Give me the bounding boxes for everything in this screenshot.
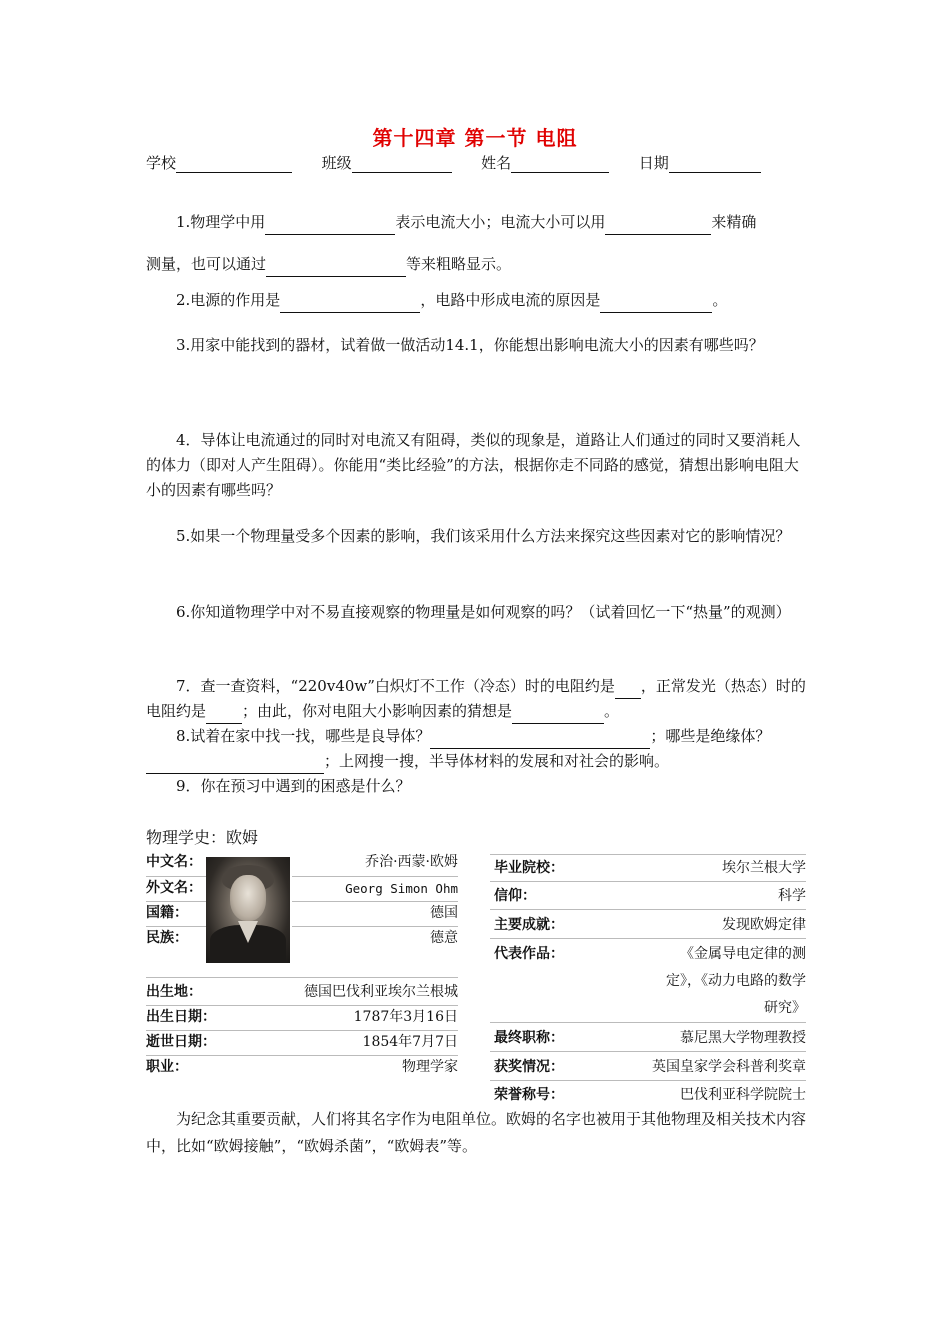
class-label: 班级: [321, 154, 352, 172]
student-info-line: [146, 152, 761, 173]
info-row-birthplace: 出生地： 德国巴伐利亚埃尔兰根城: [146, 984, 458, 1000]
q7-blank-2: [206, 709, 242, 724]
info-row-birth-date: 出生日期： 1787年3月16日: [146, 1009, 458, 1025]
question-9: 9．你在预习中遇到的困惑是什么？: [176, 777, 411, 795]
info-row-achievement: 主要成就： 发现欧姆定律: [494, 917, 806, 933]
question-2: 2.电源的作用是 ，电路中形成电流的原因是 。: [146, 288, 806, 313]
info-row-awards: 获奖情况： 英国皇家学会科普利奖章: [494, 1059, 806, 1075]
info-row-occupation: 职业： 物理学家: [146, 1059, 458, 1075]
question-5: 5.如果一个物理量受多个因素的影响，我们该采用什么方法来探究这些因素对它的影响情况？: [176, 527, 791, 545]
ohm-portrait: [206, 857, 290, 963]
q7-blank-3: [512, 709, 604, 724]
q2-blank-1: [280, 298, 420, 313]
question-6: 6.你知道物理学中对不易直接观察的物理量是如何观察的吗？（试着回忆一下“热量”的观测）: [176, 603, 791, 621]
question-3: 3.用家中能找到的器材，试着做一做活动14.1，你能想出影响电流大小的因素有哪些吗？: [176, 336, 764, 354]
school-blank: [176, 158, 292, 173]
date-label: 日期: [638, 154, 669, 172]
question-4: 4．导体让电流通过的同时对电流又有阻碍，类似的现象是，道路让人们通过的同时又要消耗人的体力（即对人产生阻碍）。你能用“类比经验”的方法，根据你走不同路的感觉，猜想出影响电阻大小的因素有哪些吗？: [146, 431, 801, 499]
q8-blank-1: [430, 734, 650, 749]
info-row-foreign-name: 外文名： Georg Simon Ohm: [146, 880, 458, 896]
info-row-final-title: 最终职称： 慕尼黑大学物理教授: [494, 1030, 806, 1046]
info-row-belief: 信仰： 科学: [494, 888, 806, 904]
q8-blank-2: [146, 759, 324, 774]
q7-blank-1: [615, 684, 641, 699]
date-blank: [669, 158, 761, 173]
name-label: 姓名: [481, 154, 512, 172]
q1-blank-1: [265, 220, 395, 235]
info-row-chinese-name: 中文名： 乔治·西蒙·欧姆: [146, 854, 458, 870]
info-row-nationality: 国籍： 德国: [146, 905, 458, 921]
history-section-title: 物理学史：欧姆: [146, 828, 259, 847]
question-7: 7．查一查资料，“220v40w”白炽灯不工作（冷态）时的电阻约是 ，正常发光（热态）时的电阻约是 ；由此，你对电阻大小影响因素的猜想是 。: [146, 674, 806, 724]
question-1: 1.物理学中用 表示电流大小；电流大小可以用 来精确 测量，也可以通过 等来粗略显示。: [146, 210, 806, 277]
info-row-works: 代表作品： 《金属导电定律的测 定》，《动力电路的数学 研究》: [494, 946, 806, 1016]
q1-blank-3: [266, 262, 406, 277]
name-blank: [511, 158, 609, 173]
q1-blank-2: [605, 220, 711, 235]
q2-blank-2: [600, 298, 712, 313]
page-title: 第十四章 第一节 电阻: [372, 126, 578, 150]
info-row-death-date: 逝世日期： 1854年7月7日: [146, 1034, 458, 1050]
info-row-honors: 荣誉称号： 巴伐利亚科学院院士: [494, 1087, 806, 1103]
info-row-ethnicity: 民族： 德意: [146, 930, 458, 946]
info-row-alma-mater: 毕业院校： 埃尔兰根大学: [494, 860, 806, 876]
school-label: 学校: [146, 154, 177, 172]
ohm-biography: 为纪念其重要贡献，人们将其名字作为电阻单位。欧姆的名字也被用于其他物理及相关技术内容中，比如“欧姆接触”，“欧姆杀菌”，“欧姆表”等。: [146, 1110, 807, 1155]
question-8: 8.试着在家中找一找，哪些是良导体？ ；哪些是绝缘体？；上网搜一搜，半导体材料的发展和对社会的影响。: [146, 724, 806, 774]
class-blank: [352, 158, 452, 173]
